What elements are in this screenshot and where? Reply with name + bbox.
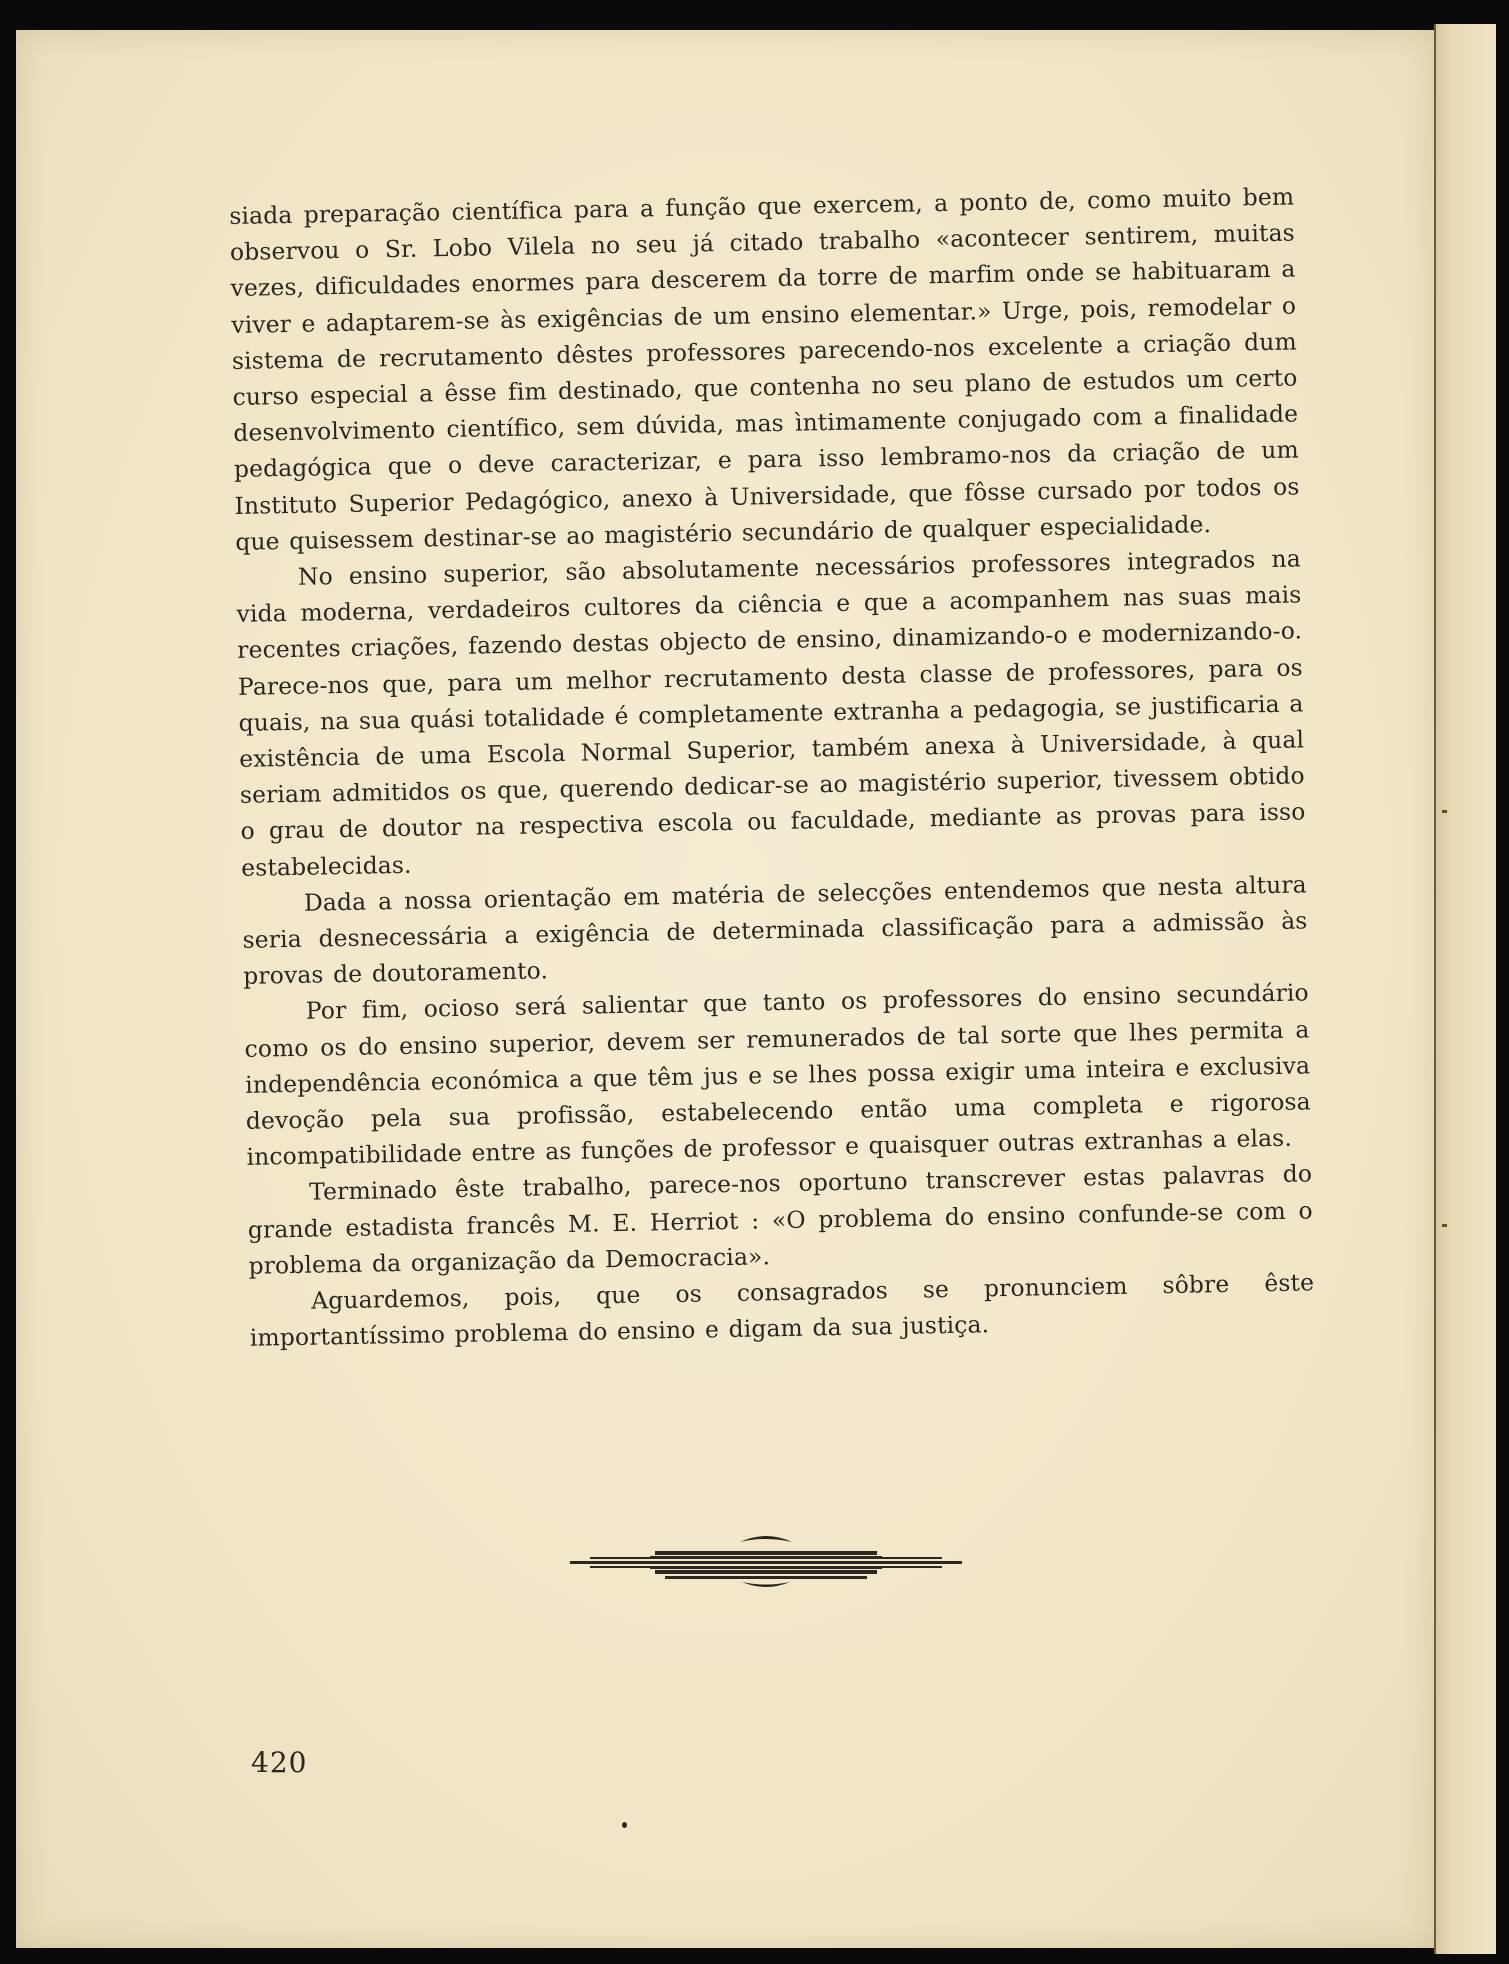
paragraph-3: Dada a nossa orientação em matéria de selecções entendemos que nesta altura seria desnecessária a exigência de determinada classificação para a admissão às provas de doutoramento.	[242, 870, 1308, 991]
ink-speck	[622, 1822, 627, 1828]
page-number: 420	[251, 1746, 308, 1779]
paragraph-5: Terminado êste trabalho, parece-nos oportuno transcrever estas palavras do grande estadista francês M. E. Herriot : «O problema do ensino confunde-se com o problema da organização da Democracia».	[247, 1159, 1313, 1280]
edge-mark	[1442, 1224, 1447, 1227]
adjacent-page-edge	[1434, 24, 1496, 1954]
end-ornament	[570, 1528, 962, 1590]
body-text	[229, 178, 1315, 1356]
edge-mark	[1442, 810, 1447, 813]
paragraph-1: siada preparação científica para a função que exercem, a ponto de, como muito bem observou o Sr. Lobo Vilela no seu já citado trabalho «acontecer sentirem, muitas vezes, dificuldades enormes para descerem da torre de marfim onde se habituaram a viver e adaptarem-se às exigências de um ensino elementar.» Urge, pois, remodelar o sistema de recrutamento dêstes professores parecendo-nos excelente a criação dum curso especial a êsse fim destinado, que contenha no seu plano de estudos um certo desenvolvimento científico, sem dúvida, mas ìntimamente conjugado com a finalidade pedagógica que o deve caracterizar, e para isso lembramo-nos da criação de um Instituto Superior Pedagógico, anexo à Universidade, que fôsse cursado por todos os que quisessem destinar-se ao magistério secundário de qualquer especialidade.	[229, 182, 1300, 556]
paragraph-4: Por fim, ocioso será salientar que tanto os professores do ensino secundário como os do ensino superior, devem ser remunerados de tal sorte que lhes permita a independência económica a que têm jus e se lhes possa exigir uma inteira e exclusiva devoção pela sua profissão, estabelecendo então uma completa e rigorosa incompatibilidade entre as funções de professor e quaisquer outras extranhas a elas.	[244, 978, 1311, 1172]
paragraph-6: Aguardemos, pois, que os consagrados se pronunciem sôbre êste importantíssimo problema do ensino e digam da sua justiça.	[249, 1268, 1315, 1353]
paragraph-2: No ensino superior, são absolutamente necessários professores integrados na vida moderna, verdadeiros cultores da ciência e que a acompanhem nas suas mais recentes criações, fazendo destas objecto de ensino, dinamizando-o e modernizando-o. Parece-nos que, para um melhor recrutamento desta classe de professores, para os quais, na sua quási totalidade é completamente extranha a pedagogia, se justificaria a existência de uma Escola Normal Superior, também anexa à Universidade, à qual seriam admitidos os que, querendo dedicar-se ao magistério superior, tivessem obtido o grau de doutor na respectiva escola ou faculdade, mediante as provas para isso estabelecidas.	[236, 544, 1306, 882]
